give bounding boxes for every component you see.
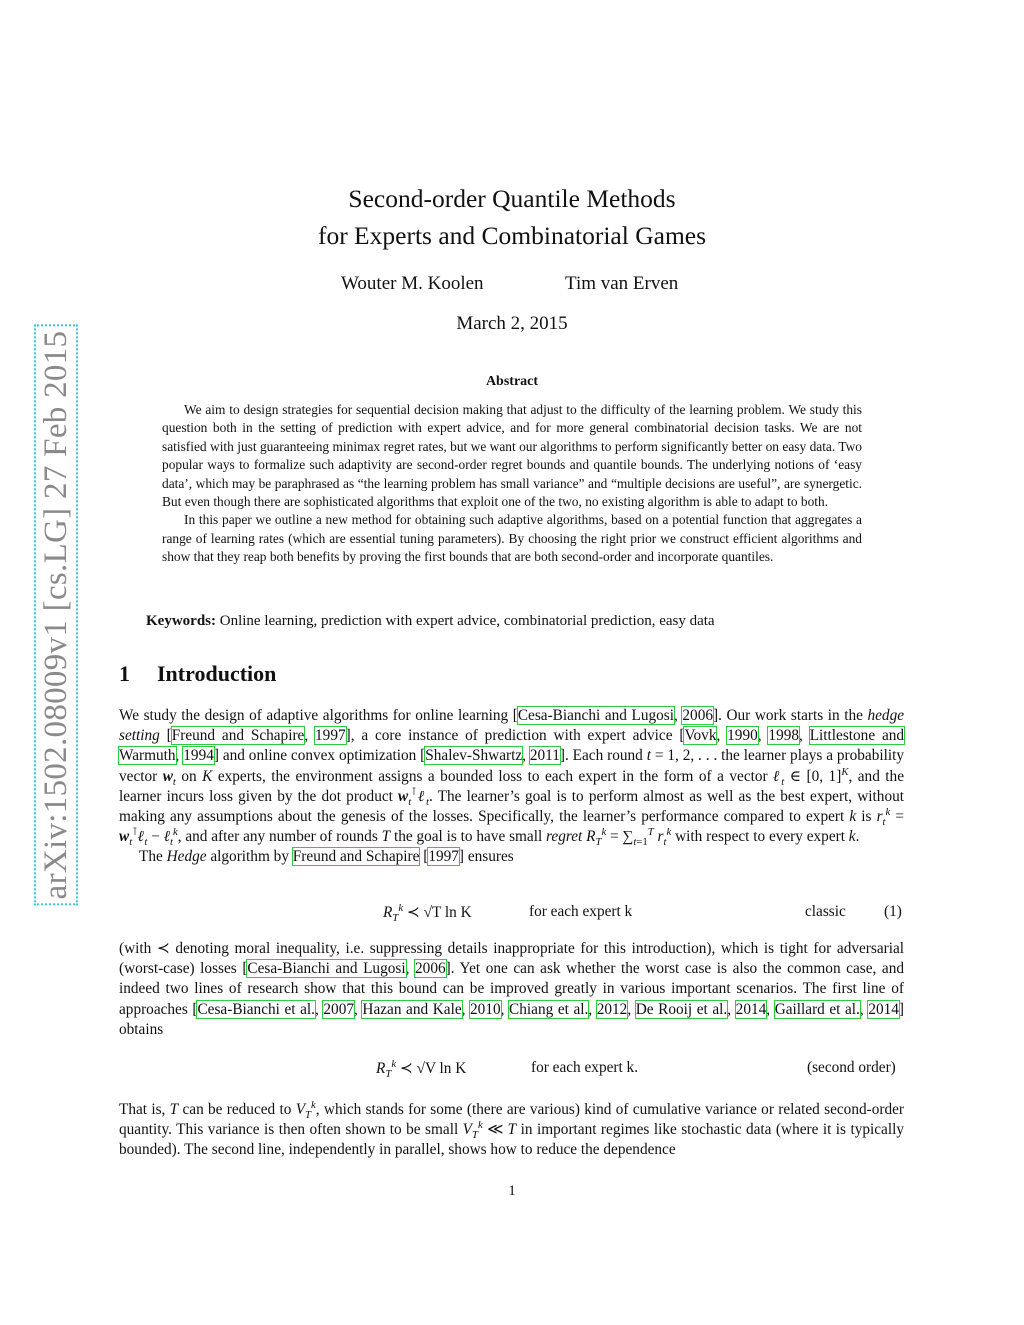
citation-link[interactable]: 1997	[315, 727, 346, 745]
citation-link[interactable]: 1997	[428, 848, 459, 866]
citation-link[interactable]: 1990	[727, 727, 758, 745]
eq2-condition: for each expert k.	[531, 1059, 639, 1076]
section-title: Introduction	[157, 661, 277, 686]
section-number: 1	[119, 661, 130, 686]
citation-link[interactable]: 2007	[323, 1000, 354, 1018]
eq1-tag: classic	[805, 903, 846, 920]
eq2-relation: ≺	[399, 1060, 413, 1077]
abstract-heading: Abstract	[485, 374, 539, 389]
citation-link[interactable]: 2014	[868, 1000, 899, 1018]
citation-link[interactable]: Cesa-Bianchi and Lugosi	[247, 960, 406, 978]
citation-link[interactable]: 1998	[768, 727, 800, 745]
abstract-paragraph-2: In this paper we outline a new method for obtaining such adaptive algorithms, based on a potential function that aggregates a range of learning rates (which are essential tuning parameters). By choosing the right prior we construct efficient algorithms and show that they reap both benefits by proving the first bounds that are both second-order and incorporate quantiles.	[162, 512, 862, 565]
citation-link[interactable]: 2006	[682, 707, 713, 724]
citation-link[interactable]: Cesa-Bianchi and Lugosi	[517, 707, 674, 724]
author-2: Tim van Erven	[565, 273, 679, 294]
paper-date: March 2, 2015	[456, 313, 568, 334]
citation-link[interactable]: Vovk	[684, 727, 717, 745]
body-paragraph-2: (with ≺ denoting moral inequality, i.e. suppressing details inappropriate for this introduction), which is tight for adversarial (worst-case) losses [Cesa-Bianchi and Lugosi, 2006]. Yet one can ask whether the worst case is also the common case, and indeed two lines of research show that this bound can be improved greatly in various important scenarios. The first line of approaches [Cesa-Bianchi et al., 2007, Hazan and Kale, 2010, Chiang et al., 2012, De Rooij et al., 2014, Gaillard et al., 2014] obtains	[119, 940, 905, 1038]
citation-link[interactable]: 2014	[735, 1000, 767, 1018]
citation-link[interactable]: Littlestone and Warmuth	[119, 727, 905, 765]
keywords-label: Keywords:	[146, 613, 216, 629]
eq1-rhs: √T ln K	[423, 904, 472, 921]
title-line-1: Second-order Quantile Methods	[348, 184, 676, 213]
eq2-lhs: R	[376, 1060, 386, 1077]
body-paragraph-1: We study the design of adaptive algorithms for online learning [Cesa-Bianchi and Lugosi, 2006]. Our work starts in the hedge setting [Freund and Schapire, 1997], a core instance of prediction with expert advice [Vovk, 1990, 1998, Littlestone and Warmuth, 1994] and online convex optimization [Shalev-Shwartz, 2011]. Each round t = 1, 2, . . . the learner plays a probability vector $w_t$ on K experts, the environment assigns a bounded loss to each expert in the form of a vector ℓ$_t$ ∈ [0, 1]$^K$, and the learner incurs loss given by the dot product $w_t^⊺\ell_t$. The learner’s goal is to perform almost as well as the best expert, without making any assumptions about the genesis of the losses. Specifically, the learner’s performance compared to expert k is $r_t^k$ = $w_t^⊺\ell_t$ − ℓ$_t^k$, and after any number of rounds T the goal is to have small regret $R_T^k = \sum_{t=1}^T$ $r_t^k$ with respect to every expert k. The Hedge algorithm by Freund and Schapire [1997] ensures	[119, 707, 905, 866]
paper-title	[0, 180, 1024, 254]
abstract-paragraph-1: We aim to design strategies for sequential decision making that adjust to the difficulty of the learning problem. We study this question both in the setting of prediction with expert advice, and for more general combinatorial decision tasks. We are not satisfied with just guaranteeing minimax regret rates, but we want our algorithms to perform significantly better on easy data. Two popular ways to formalize such adaptivity are second-order regret bounds and quantile bounds. The underlying notions of ‘easy data’, which may be paraphrased as “the learning problem has small variance” and “multiple decisions are useful”, are synergetic. But even though there are sophisticated algorithms that exploit one of the two, no existing algorithm is able to adapt to both.	[162, 402, 862, 510]
section-heading	[119, 661, 276, 687]
citation-link[interactable]: Freund and Schapire	[292, 848, 420, 866]
eq1-lhs: R	[383, 904, 393, 921]
citation-link[interactable]: Cesa-Bianchi et al.	[197, 1000, 315, 1018]
abstract-body	[162, 401, 862, 567]
citation-link[interactable]: Gaillard et al.	[774, 1000, 860, 1018]
equation-classic: $R_T^k$ ≺ √T ln K for each expert k classic (1)	[383, 901, 902, 925]
eq2-rhs: √V ln K	[416, 1060, 467, 1077]
citation-link[interactable]: 1994	[183, 747, 214, 765]
page-number: 1	[508, 1183, 516, 1199]
citation-link[interactable]: 2006	[415, 960, 446, 978]
citation-link[interactable]: De Rooij et al.	[635, 1000, 728, 1018]
keywords-text: Online learning, prediction with expert advice, combinatorial prediction, easy data	[219, 613, 715, 629]
citation-link[interactable]: 2012	[596, 1000, 628, 1018]
citation-link[interactable]: Shalev-Shwartz	[425, 747, 523, 765]
equation-second-order: $R_T^k$ ≺ √V ln K for each expert k. (second order)	[376, 1057, 896, 1081]
body-paragraph-3: That is, T can be reduced to $V_T^k$, which stands for some (there are various) kind of cumulative variance or related second-order quantity. This variance is then often shown to be small $V_T^k$ ≪ T in important regimes like stochastic data (where it is typically bounded). The second line, independently in parallel, shows how to reduce the dependence	[119, 1098, 904, 1159]
eq1-condition: for each expert k	[529, 903, 633, 920]
eq1-number: (1)	[884, 903, 902, 920]
title-line-2: for Experts and Combinatorial Games	[317, 221, 707, 250]
citation-link[interactable]: 2011	[529, 747, 560, 765]
citation-link[interactable]: Chiang et al.	[509, 1000, 589, 1018]
citation-link[interactable]: Freund and Schapire	[171, 727, 305, 745]
arxiv-identifier[interactable]: arXiv:1502.08009v1 [cs.LG] 27 Feb 2015	[34, 325, 78, 906]
citation-link[interactable]: Hazan and Kale	[362, 1000, 462, 1018]
citation-link[interactable]: 2010	[470, 1000, 501, 1018]
eq2-tag: (second order)	[807, 1059, 896, 1076]
keywords	[146, 613, 886, 630]
author-1: Wouter M. Koolen	[341, 273, 484, 294]
eq1-relation: ≺	[406, 904, 420, 921]
